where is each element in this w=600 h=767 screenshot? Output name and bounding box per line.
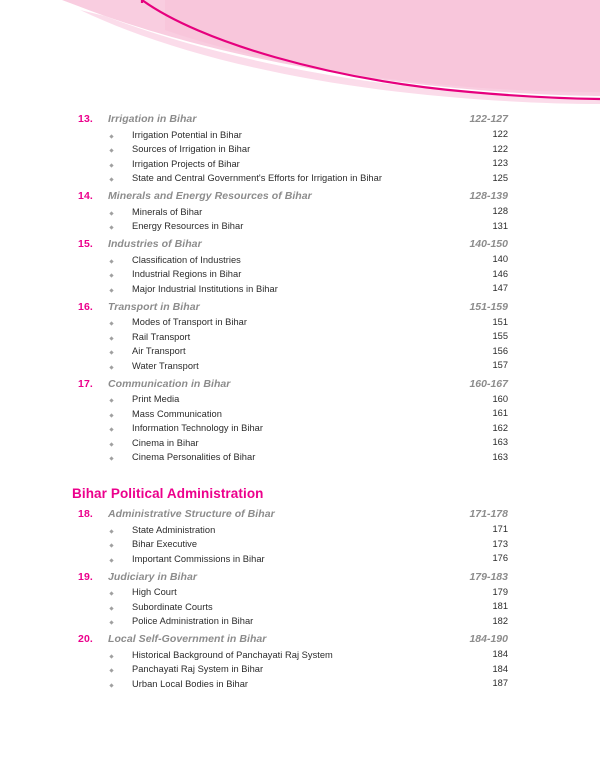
- bullet-icon: [110, 283, 132, 298]
- bullet-icon: [110, 539, 132, 554]
- subitem-title: Cinema Personalities of Bihar: [132, 452, 256, 463]
- chapter-page-range: 122-127: [469, 113, 508, 125]
- toc-subitem-row[interactable]: [0, 649, 600, 664]
- chapter-number: 15.: [78, 238, 93, 250]
- toc-chapter-row[interactable]: [0, 190, 600, 206]
- subitem-title: Mass Communication: [132, 408, 222, 419]
- subitem-title: Industrial Regions in Bihar: [132, 269, 242, 280]
- subitem-title: Irrigation Potential in Bihar: [132, 129, 242, 140]
- toc-chapter-row[interactable]: [0, 378, 600, 394]
- bullet-icon: [110, 360, 132, 375]
- toc-chapter-row[interactable]: [0, 571, 600, 587]
- toc-subitem-row[interactable]: [0, 664, 600, 679]
- bullet-icon: [110, 331, 132, 346]
- bullet-icon: [110, 649, 132, 664]
- toc-subitem-row[interactable]: [0, 539, 600, 554]
- bullet-icon: [110, 452, 132, 467]
- chapter-title: Industries of Bihar: [108, 238, 202, 250]
- chapter-page-range: 171-178: [469, 508, 508, 520]
- subitem-title: State and Central Government's Efforts for Irrigation in Bihar: [132, 173, 382, 184]
- toc-subitem-row[interactable]: [0, 254, 600, 269]
- bullet-icon: [110, 269, 132, 284]
- subitem-title: Urban Local Bodies in Bihar: [132, 678, 249, 689]
- toc-subitem-row[interactable]: [0, 129, 600, 144]
- toc-chapter-row[interactable]: [0, 508, 600, 524]
- chapter-number: 20.: [78, 633, 93, 645]
- bullet-icon: [110, 129, 132, 144]
- bullet-icon: [110, 254, 132, 269]
- subitem-page: 163: [492, 451, 508, 462]
- toc-chapter-row[interactable]: [0, 113, 600, 129]
- subitem-page: 182: [492, 615, 508, 626]
- subitem-page: 171: [492, 524, 508, 534]
- toc-subitem-row[interactable]: [0, 158, 600, 173]
- subitem-page: 123: [492, 158, 508, 168]
- toc-subitem-row[interactable]: [0, 221, 600, 236]
- chapter-page-range: 160-167: [469, 377, 508, 390]
- subitem-title: Bihar Executive: [132, 539, 198, 550]
- chapter-title: Local Self-Government in Bihar: [108, 633, 267, 645]
- toc-chapter-row[interactable]: [0, 633, 600, 649]
- bullet-icon: [110, 173, 132, 188]
- chapter-number: 19.: [78, 570, 93, 583]
- subitem-page: 147: [492, 283, 508, 293]
- bullet-icon: [110, 437, 132, 452]
- subitem-title: Air Transport: [132, 346, 186, 357]
- bullet-icon: [110, 423, 132, 438]
- bullet-icon: [110, 616, 132, 631]
- bullet-icon: [110, 158, 132, 173]
- header-decoration: [0, 0, 600, 110]
- subitem-page: 162: [492, 422, 508, 433]
- toc-subitem-row[interactable]: [0, 423, 600, 438]
- subitem-title: Important Commissions in Bihar: [132, 553, 265, 564]
- subitem-page: 128: [492, 206, 508, 216]
- subitem-page: 140: [492, 254, 508, 264]
- subitem-page: 155: [492, 331, 508, 341]
- subitem-page: 122: [492, 143, 508, 154]
- subitem-page: 146: [492, 268, 508, 279]
- toc-subitem-row[interactable]: [0, 616, 600, 631]
- toc-subitem-row[interactable]: [0, 394, 600, 409]
- subitem-page: 163: [492, 437, 508, 447]
- subitem-title: Historical Background of Panchayati Raj System: [132, 649, 333, 660]
- bullet-icon: [110, 664, 132, 679]
- toc-subitem-row[interactable]: [0, 173, 600, 188]
- bullet-icon: [110, 346, 132, 361]
- subitem-title: Panchayati Raj System in Bihar: [132, 664, 264, 675]
- subitem-page: 161: [492, 408, 508, 418]
- subitem-title: State Administration: [132, 524, 216, 535]
- chapter-number: 13.: [78, 113, 93, 125]
- bullet-icon: [110, 144, 132, 159]
- subitem-title: Irrigation Projects of Bihar: [132, 158, 240, 169]
- band-lower-sliver: [80, 10, 600, 104]
- chapter-number: 18.: [78, 508, 93, 520]
- subitem-page: 160: [492, 393, 508, 404]
- subitem-title: High Court: [132, 587, 177, 598]
- chapter-title: Irrigation in Bihar: [108, 113, 197, 125]
- toc-subitem-row[interactable]: [0, 601, 600, 616]
- toc-subitem-row[interactable]: [0, 524, 600, 539]
- subitem-title: Rail Transport: [132, 331, 191, 342]
- toc-chapter-row[interactable]: [0, 301, 600, 317]
- subitem-page: 157: [492, 360, 508, 370]
- toc-subitem-row[interactable]: [0, 269, 600, 284]
- bullet-icon: [110, 601, 132, 616]
- subitem-title: Water Transport: [132, 360, 199, 371]
- band-main-shape: [62, 0, 600, 96]
- bullet-icon: [110, 317, 132, 332]
- subitem-title: Cinema in Bihar: [132, 437, 199, 448]
- subitem-page: 131: [492, 220, 508, 231]
- band-accent-curve: [142, 0, 600, 99]
- toc-subitem-row[interactable]: [0, 283, 600, 298]
- bullet-icon: [110, 408, 132, 423]
- subitem-page: 184: [492, 663, 508, 674]
- toc-subitem-row[interactable]: [0, 144, 600, 159]
- toc-subitem-row[interactable]: [0, 437, 600, 452]
- toc-subitem-row[interactable]: [0, 206, 600, 221]
- toc-subitem-row[interactable]: [0, 408, 600, 423]
- subitem-title: Print Media: [132, 394, 180, 405]
- subitem-title: Energy Resources in Bihar: [132, 221, 244, 232]
- subitem-page: 184: [492, 649, 508, 659]
- bullet-icon: [110, 221, 132, 236]
- bullet-icon: [110, 553, 132, 568]
- toc-subitem-row[interactable]: [0, 331, 600, 346]
- chapter-number: 17.: [78, 377, 93, 390]
- subitem-title: Classification of Industries: [132, 254, 241, 265]
- subitem-page: 125: [492, 172, 508, 183]
- table-of-contents: [0, 110, 600, 693]
- chapter-title: Transport in Bihar: [108, 300, 200, 313]
- toc-subitem-row[interactable]: [0, 678, 600, 693]
- subitem-page: 151: [492, 316, 508, 327]
- subitem-page: 122: [492, 129, 508, 139]
- toc-subitem-row[interactable]: [0, 360, 600, 375]
- subitem-title: Subordinate Courts: [132, 601, 213, 612]
- subitem-title: Police Administration in Bihar: [132, 616, 254, 627]
- toc-chapter-row[interactable]: [0, 238, 600, 254]
- toc-subitem-row[interactable]: [0, 452, 600, 467]
- chapter-page-range: 128-139: [469, 190, 508, 202]
- subitem-page: 156: [492, 345, 508, 356]
- chapter-number: 14.: [78, 190, 93, 202]
- subitem-title: Modes of Transport in Bihar: [132, 317, 248, 328]
- toc-section-heading: Bihar Political Administration: [72, 486, 264, 501]
- bullet-icon: [110, 206, 132, 221]
- chapter-page-range: 151-159: [469, 300, 508, 313]
- bullet-icon: [110, 394, 132, 409]
- bullet-icon: [110, 587, 132, 602]
- subitem-title: Information Technology in Bihar: [132, 423, 263, 434]
- chapter-page-range: 140-150: [469, 238, 508, 250]
- subitem-page: 187: [492, 678, 508, 688]
- chapter-title: Judiciary in Bihar: [108, 570, 198, 583]
- chapter-page-range: 184-190: [469, 633, 508, 645]
- bullet-icon: [110, 678, 132, 693]
- subitem-page: 176: [492, 553, 508, 563]
- chapter-title: Administrative Structure of Bihar: [108, 508, 275, 520]
- subitem-title: Minerals of Bihar: [132, 206, 203, 217]
- toc-subitem-row[interactable]: [0, 553, 600, 568]
- subitem-page: 181: [492, 601, 508, 611]
- band-inner-shape: [165, 0, 600, 92]
- subitem-page: 179: [492, 586, 508, 597]
- chapter-page-range: 179-183: [469, 570, 508, 583]
- chapter-number: 16.: [78, 300, 93, 313]
- toc-subitem-row[interactable]: [0, 587, 600, 602]
- toc-subitem-row[interactable]: [0, 346, 600, 361]
- subitem-title: Major Industrial Institutions in Bihar: [132, 283, 278, 294]
- chapter-title: Minerals and Energy Resources of Bihar: [108, 190, 312, 202]
- chapter-title: Communication in Bihar: [108, 377, 231, 390]
- subitem-page: 173: [492, 538, 508, 549]
- toc-subitem-row[interactable]: [0, 317, 600, 332]
- bullet-icon: [110, 524, 132, 539]
- subitem-title: Sources of Irrigation in Bihar: [132, 144, 251, 155]
